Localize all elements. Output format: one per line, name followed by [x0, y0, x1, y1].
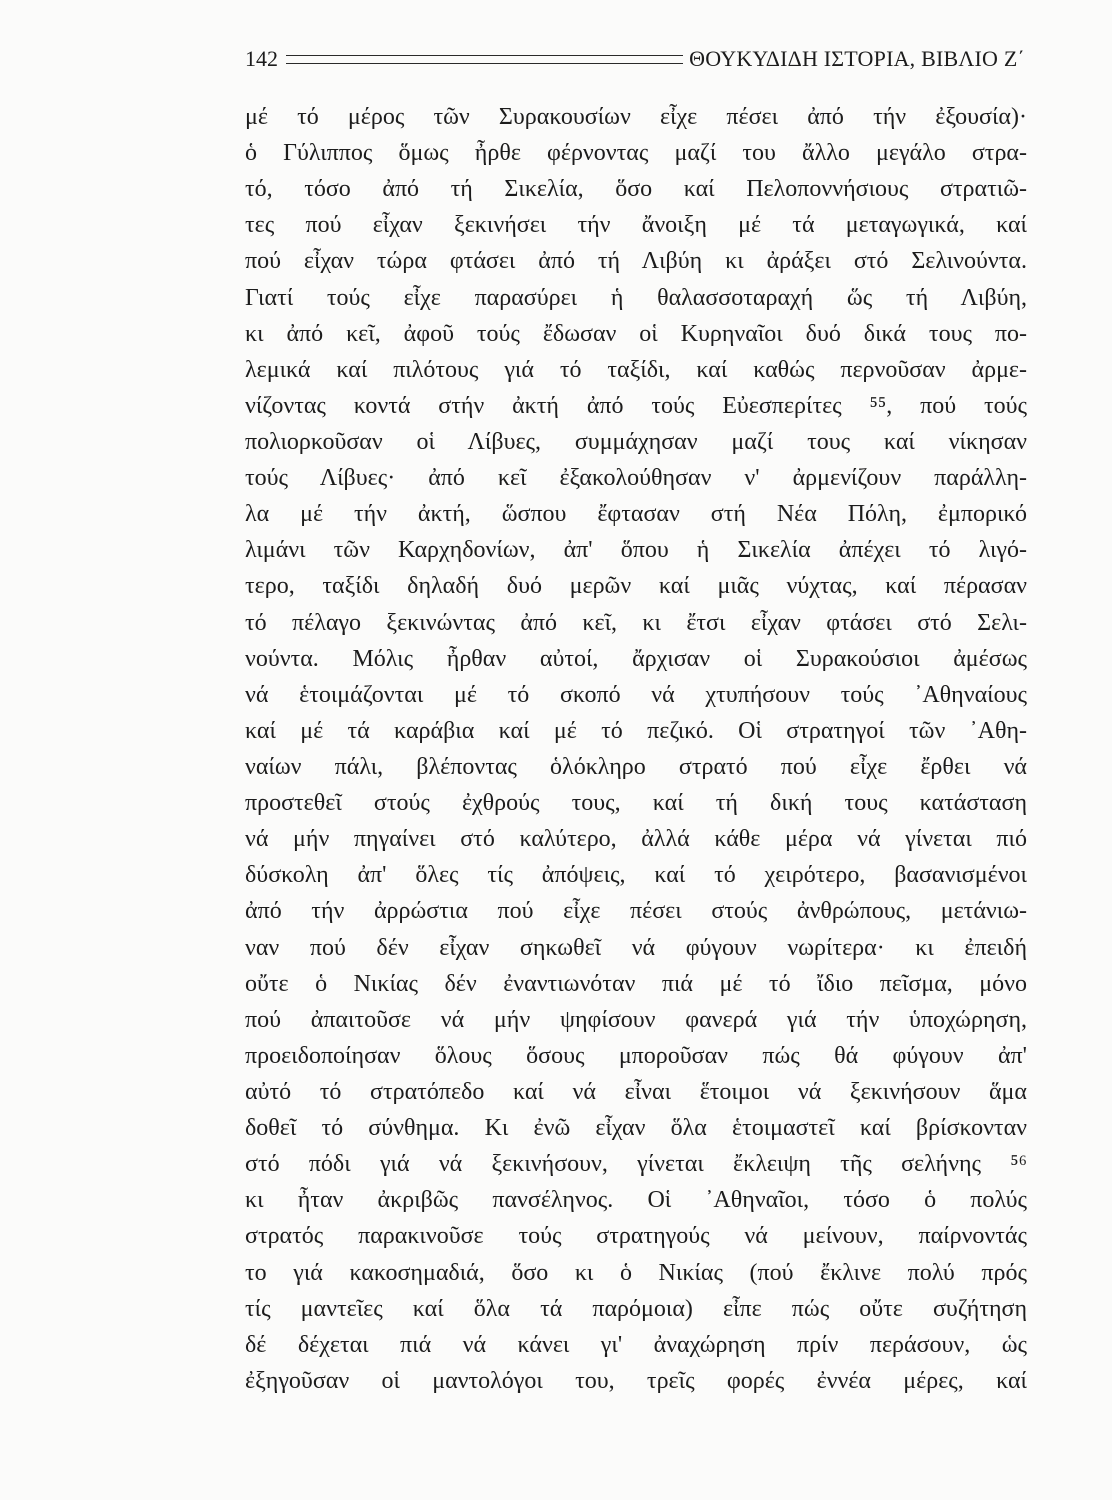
text-line: στρατός παρακινοῦσε τούς στρατηγούς νά μείνουν, παίρνοντάς: [245, 1223, 1027, 1250]
header-double-rule: [286, 55, 683, 64]
text-line: προστεθεῖ στούς ἐχθρούς τους, καί τή δική τους κατάσταση: [245, 790, 1027, 817]
text-line: ὁ Γύλιππος ὅμως ἦρθε φέρνοντας μαζί του ἄλλο μεγάλο στρα-: [245, 140, 1027, 167]
body-text: [245, 99, 1027, 1399]
text-line: το γιά κακοσημαδιά, ὅσο κι ὁ Νικίας (πού ἔκλινε πολύ πρός: [245, 1259, 1027, 1286]
text-line: πολιορκοῦσαν οἱ Λίβυες, συμμάχησαν μαζί τους καί νίκησαν: [245, 428, 1027, 455]
text-line: νίζοντας κοντά στήν ἀκτή ἀπό τούς Εὐεσπερίτες ⁵⁵, πού τούς: [245, 392, 1027, 419]
text-line: δοθεῖ τό σύνθημα. Κι ἐνῶ εἶχαν ὅλα ἑτοιμαστεῖ καί βρίσκονταν: [245, 1115, 1027, 1142]
text-line: πού εἶχαν τώρα φτάσει ἀπό τή Λιβύη κι ἀράξει στό Σελινούντα.: [245, 248, 1027, 275]
text-line: κι ἀπό κεῖ, ἀφοῦ τούς ἔδωσαν οἱ Κυρηναῖοι δυό δικά τους πο-: [245, 320, 1027, 347]
text-line: λα μέ τήν ἀκτή, ὥσπου ἔφτασαν στή Νέα Πόλη, ἐμπορικό: [245, 501, 1027, 528]
text-line: νούντα. Μόλις ἦρθαν αὐτοί, ἄρχισαν οἱ Συρακούσιοι ἀμέσως: [245, 645, 1027, 672]
text-line: ναίων πάλι, βλέποντας ὁλόκληρο στρατό πού εἶχε ἔρθει νά: [245, 753, 1027, 780]
text-line: κι ἦταν ἀκριβῶς πανσέληνος. Οἱ ᾿Αθηναῖοι, τόσο ὁ πολύς: [245, 1187, 1027, 1214]
text-line: ἐξηγοῦσαν οἱ μαντολόγοι του, τρεῖς φορές ἐννέα μέρες, καί: [245, 1367, 1027, 1394]
text-line: στό πόδι γιά νά ξεκινήσουν, γίνεται ἔκλειψη τῆς σελήνης ⁵⁶: [245, 1151, 1027, 1178]
text-line: νά μήν πηγαίνει στό καλύτερο, ἀλλά κάθε μέρα νά γίνεται πιό: [245, 826, 1027, 853]
text-line: δύσκολη ἀπ' ὅλες τίς ἀπόψεις, καί τό χειρότερο, βασανισμένοι: [245, 862, 1027, 889]
text-line: ναν πού δέν εἶχαν σηκωθεῖ νά φύγουν νωρίτερα· κι ἐπειδή: [245, 934, 1027, 961]
text-line: τό πέλαγο ξεκινώντας ἀπό κεῖ, κι ἔτσι εἶχαν φτάσει στό Σελι-: [245, 609, 1027, 636]
text-line: τίς μαντεῖες καί ὅλα τά παρόμοια) εἶπε πώς οὔτε συζήτηση: [245, 1295, 1027, 1322]
text-line: προειδοποίησαν ὅλους ὅσους μποροῦσαν πώς θά φύγουν ἀπ': [245, 1042, 1027, 1069]
text-line: πού ἀπαιτοῦσε νά μήν ψηφίσουν φανερά γιά τήν ὑποχώρηση,: [245, 1006, 1027, 1033]
text-line: ἀπό τήν ἀρρώστια πού εἶχε πέσει στούς ἀνθρώπους, μετάνιω-: [245, 898, 1027, 925]
text-line: αὐτό τό στρατόπεδο καί νά εἶναι ἕτοιμοι νά ξεκινήσουν ἅμα: [245, 1078, 1027, 1105]
text-line: λεμικά καί πιλότους γιά τό ταξίδι, καί καθώς περνοῦσαν ἀρμε-: [245, 356, 1027, 383]
text-line: νά ἑτοιμάζονται μέ τό σκοπό νά χτυπήσουν τούς ᾿Αθηναίους: [245, 681, 1027, 708]
text-line: λιμάνι τῶν Καρχηδονίων, ἀπ' ὅπου ἡ Σικελία ἀπέχει τό λιγό-: [245, 537, 1027, 564]
page-header: [245, 46, 1025, 72]
text-line: τες πού εἶχαν ξεκινήσει τήν ἄνοιξη μέ τά μεταγωγικά, καί: [245, 212, 1027, 239]
text-line: μέ τό μέρος τῶν Συρακουσίων εἶχε πέσει ἀπό τήν ἐξουσία)·: [245, 104, 1027, 130]
text-line: τούς Λίβυες· ἀπό κεῖ ἐξακολούθησαν ν' ἀρμενίζουν παράλλη-: [245, 465, 1027, 492]
text-line: δέ δέχεται πιά νά κάνει γι' ἀναχώρηση πρίν περάσουν, ὡς: [245, 1331, 1027, 1358]
running-head: ΘΟΥΚΥΔΙΔΗ ΙΣΤΟΡΙΑ, ΒΙΒΛΙΟ Ζ΄: [689, 46, 1025, 71]
text-line: οὔτε ὁ Νικίας δέν ἐναντιωνόταν πιά μέ τό ἴδιο πεῖσμα, μόνο: [245, 970, 1027, 997]
page-number: 142: [245, 46, 278, 71]
text-line: τό, τόσο ἀπό τή Σικελία, ὅσο καί Πελοποννήσιους στρατιῶ-: [245, 176, 1027, 203]
text-line: καί μέ τά καράβια καί μέ τό πεζικό. Οἱ στρατηγοί τῶν ᾿Αθη-: [245, 717, 1027, 744]
text-line: Γιατί τούς εἶχε παρασύρει ἡ θαλασσοταραχή ὥς τή Λιβύη,: [245, 284, 1027, 311]
text-line: τερο, ταξίδι δηλαδή δυό μερῶν καί μιᾶς νύχτας, καί πέρασαν: [245, 573, 1027, 600]
